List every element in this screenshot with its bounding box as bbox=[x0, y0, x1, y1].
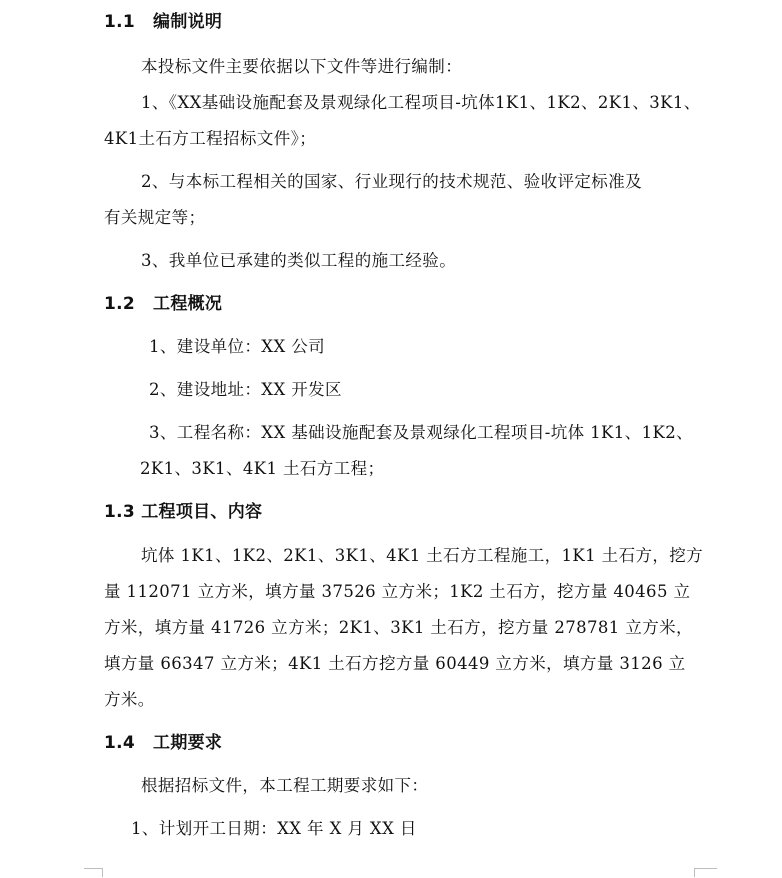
list-item-2-line-2: 有关规定等； bbox=[104, 208, 206, 227]
info-item-developer: 1、建设单位：XX 公司 bbox=[149, 337, 326, 356]
list-item-1-line-1: 1、《XX基础设施配套及景观绿化工程项目-坑体1K1、1K2、2K1、3K1、 bbox=[141, 93, 701, 112]
margin-corner-mark-left bbox=[84, 868, 103, 877]
list-item-1-line-2: 4K1土石方工程招标文件》； bbox=[104, 129, 317, 148]
list-item-2-line-1: 2、与本标工程相关的国家、行业现行的技术规范、验收评定标准及 bbox=[141, 172, 642, 191]
heading-number: 1.2 bbox=[104, 294, 136, 314]
heading-title: 编制说明 bbox=[153, 12, 223, 32]
schedule-item-start-date: 1、计划开工日期：XX 年 X 月 XX 日 bbox=[131, 819, 417, 838]
heading-1-2 bbox=[104, 293, 222, 315]
heading-number: 1.4 bbox=[104, 733, 136, 753]
info-item-project-name-line-1: 3、工程名称：XX 基础设施配套及景观绿化工程项目-坑体 1K1、1K2、 bbox=[149, 423, 694, 442]
paragraph-line-3: 方米，填方量 41726 立方米；2K1、3K1 土石方，挖方量 278781 立方米， bbox=[104, 618, 693, 637]
list-item-3: 3、我单位已承建的类似工程的施工经验。 bbox=[141, 251, 457, 270]
heading-1-1 bbox=[104, 11, 222, 33]
paragraph-schedule-intro: 根据招标文件，本工程工期要求如下： bbox=[141, 776, 429, 795]
info-item-address: 2、建设地址：XX 开发区 bbox=[149, 380, 342, 399]
paragraph-line-1: 坑体 1K1、1K2、2K1、3K1、4K1 土石方工程施工，1K1 土石方，挖方 bbox=[141, 546, 704, 565]
paragraph-line-4: 填方量 66347 立方米；4K1 土石方挖方量 60449 立方米，填方量 3126 立 bbox=[104, 654, 686, 673]
paragraph-line-2: 量 112071 立方米，填方量 37526 立方米；1K2 土石方，挖方量 40465 立 bbox=[104, 582, 691, 601]
info-item-project-name-line-2: 2K1、3K1、4K1 土石方工程； bbox=[140, 459, 385, 478]
heading-title: 工期要求 bbox=[153, 733, 223, 753]
heading-number: 1.1 bbox=[104, 12, 136, 32]
heading-1-4 bbox=[104, 732, 222, 754]
paragraph-intro: 本投标文件主要依据以下文件等进行编制： bbox=[141, 57, 463, 76]
margin-corner-mark-right bbox=[694, 868, 717, 877]
heading-title: 工程概况 bbox=[153, 294, 223, 314]
paragraph-line-5: 方米。 bbox=[104, 690, 155, 709]
heading-1-3: 1.3 工程项目、内容 bbox=[104, 502, 263, 522]
